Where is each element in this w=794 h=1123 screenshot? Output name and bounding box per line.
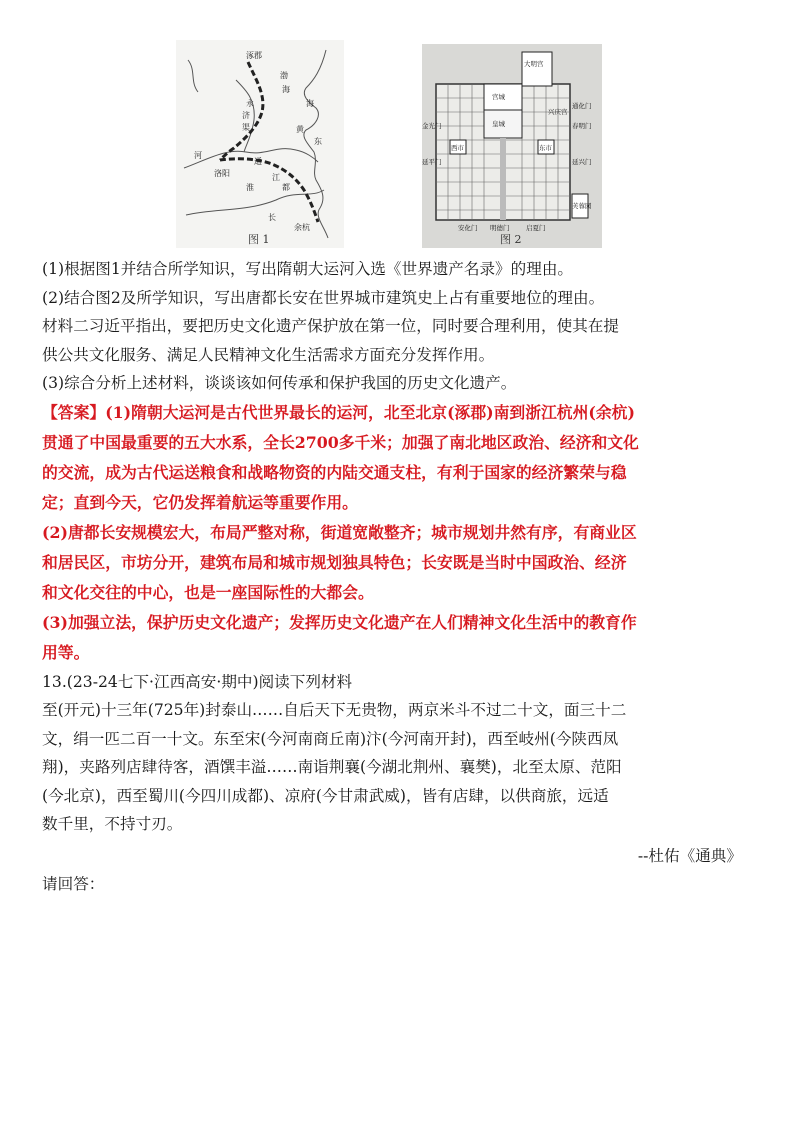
figure-1-caption: 图 1: [248, 233, 270, 246]
q13-material-line: 数千里，不持寸刃。: [42, 815, 183, 833]
fig1-label: 东: [314, 137, 322, 146]
fig1-label: 淮: [246, 183, 254, 192]
figure-1-canal-map: [176, 40, 344, 248]
fig1-label: 河: [194, 151, 202, 160]
answer-line: 和居民区，市坊分开，建筑布局和城市规划独具特色；长安既是当时中国政治、经济: [42, 552, 627, 572]
answer-line: 定；直到今天，它仍发挥着航运等重要作用。: [42, 492, 358, 512]
question-1: (1)根据图1并结合所学知识，写出隋朝大运河入选《世界遗产名录》的理由。: [42, 260, 574, 278]
answer-line: 和文化交往的中心，也是一座国际性的大都会。: [42, 582, 374, 602]
fig1-label: 都: [282, 183, 290, 192]
fig2-label: 东市: [539, 144, 552, 152]
answer-line: 的交流，成为古代运送粮食和战略物资的内陆交通支柱，有利于国家的经济繁荣与稳: [42, 462, 627, 482]
fig2-label: 皇城: [492, 120, 505, 128]
figure-2-changan-plan: [422, 44, 602, 248]
answer-line: (3)加强立法，保护历史文化遗产；发挥历史文化遗产在人们精神文化生活中的教育作: [42, 612, 637, 632]
q13-material-line: (今北京)，西至蜀川(今四川成都)、凉府(今甘肃武威)，皆有店肆，以供商旅，远适: [42, 786, 609, 805]
fig2-label: 宫城: [492, 93, 505, 101]
fig2-label: 延兴门: [572, 158, 592, 166]
fig2-label: 明德门: [490, 224, 510, 232]
q13-prompt: 请回答：: [42, 875, 105, 893]
question-13-title: 13.(23-24七下·江西高安·期中)阅读下列材料: [42, 672, 353, 691]
question-2: (2)结合图2及所学知识，写出唐都长安在世界城市建筑史上占有重要地位的理由。: [42, 288, 605, 307]
fig1-label: 涿郡: [246, 51, 262, 60]
figure-2-caption: 图 2: [500, 233, 522, 246]
fig2-label: 大明宫: [524, 60, 544, 68]
fig1-label: 通: [254, 157, 262, 166]
material-2-line: 供公共文化服务、满足人民精神文化生活需求方面充分发挥作用。: [42, 345, 495, 364]
fig1-label: 济: [242, 111, 250, 120]
q13-material-line: 翔)，夹路列店肆待客，酒馔丰溢……南诣荆襄(今湖北荆州、襄樊)，北至太原、范阳: [42, 758, 622, 776]
answer-line: 【答案】(1)隋朝大运河是古代世界最长的运河，北至北京(涿郡)南到浙江杭州(余杭): [42, 402, 635, 422]
fig1-label: 洛阳: [214, 169, 230, 178]
fig2-label: 春明门: [572, 122, 592, 130]
fig2-label: 兴庆宫: [548, 108, 568, 116]
answer-line: 贯通了中国最重要的五大水系，全长2700多千米；加强了南北地区政治、经济和文化: [42, 432, 639, 452]
fig2-label: 延平门: [422, 158, 442, 166]
fig1-label: 永: [246, 99, 254, 108]
fig1-label: 海: [282, 85, 290, 94]
fig2-label: 启夏门: [526, 224, 546, 232]
fig1-label: 江: [272, 173, 280, 182]
fig2-label: 芙蓉园: [572, 202, 592, 210]
q13-material-line: 文，绢一匹二百一十文。东至宋(今河南商丘南)汴(今河南开封)，西至岐州(今陕西凤: [42, 729, 619, 748]
fig1-label: 余杭: [294, 223, 310, 232]
fig2-label: 西市: [451, 144, 464, 152]
fig1-label: 海: [306, 99, 314, 108]
material-2-line: 材料二习近平指出，要把历史文化遗产保护放在第一位，同时要合理利用，使其在提: [42, 317, 619, 335]
fig1-label: 渤: [280, 71, 288, 80]
answer-line: 用等。: [42, 642, 90, 662]
fig1-label: 黄: [296, 125, 304, 134]
fig2-label: 通化门: [572, 102, 592, 110]
fig1-label: 长: [268, 213, 276, 222]
answer-line: (2)唐都长安规模宏大，布局严整对称，街道宽敞整齐；城市规划井然有序，有商业区: [42, 522, 637, 542]
fig2-label: 安化门: [458, 224, 478, 232]
question-3: (3)综合分析上述材料，谈谈该如何传承和保护我国的历史文化遗产。: [42, 374, 517, 392]
q13-material-line: 至(开元)十三年(725年)封泰山……自后天下无贵物，两京米斗不过二十文，面三十二: [42, 701, 627, 719]
document-body: [42, 255, 754, 899]
q13-source: --杜佑《通典》: [637, 846, 742, 865]
fig2-label: 金光门: [422, 122, 442, 130]
fig1-label: 渠: [242, 123, 250, 132]
figures-area: [0, 40, 794, 250]
